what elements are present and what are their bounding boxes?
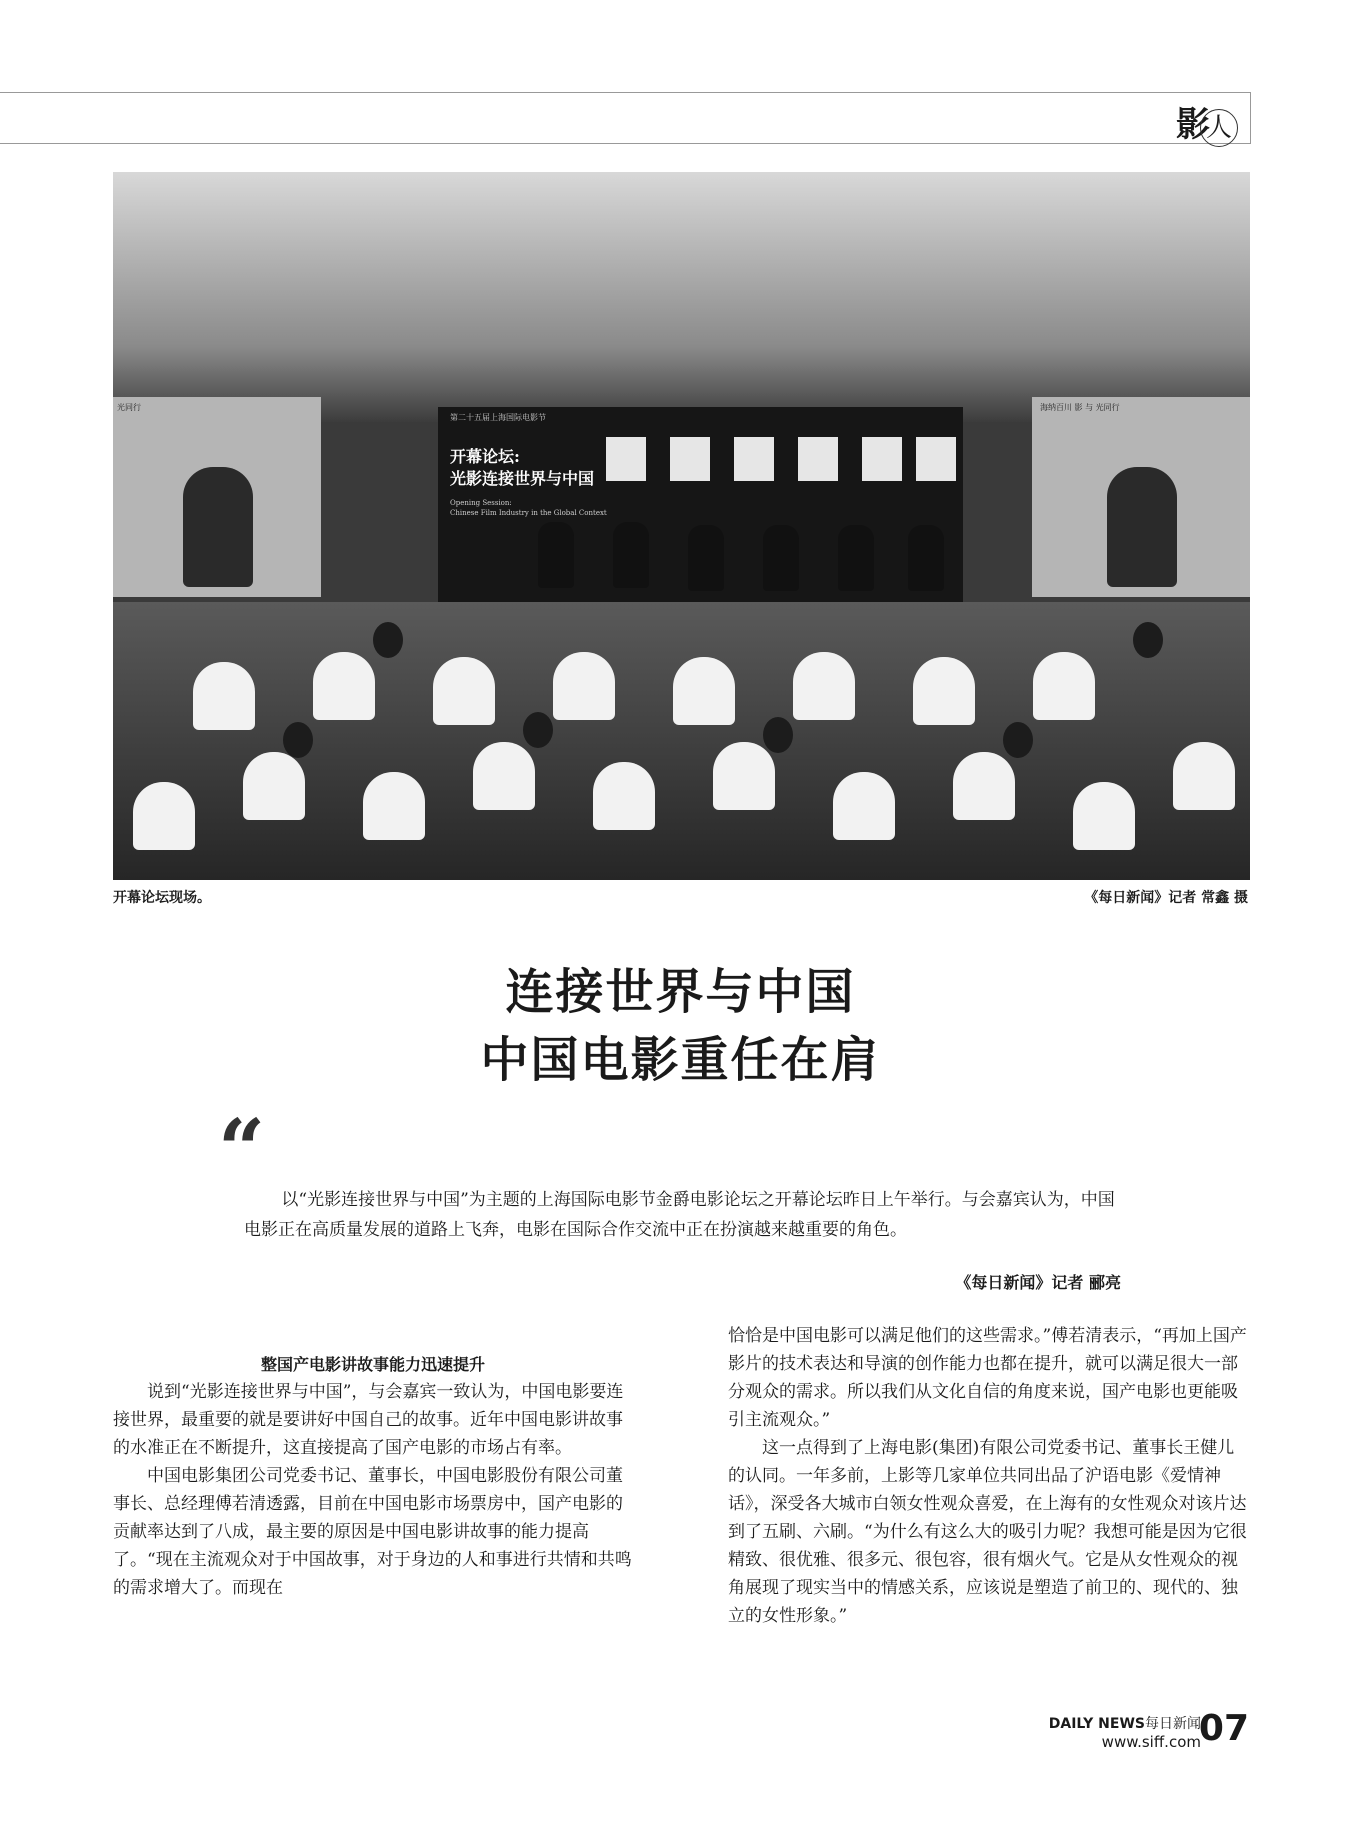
quote-mark: “ <box>218 1102 266 1198</box>
audience-chair <box>363 772 425 840</box>
audience-head <box>283 722 313 758</box>
audience-chair <box>133 782 195 850</box>
section-tag <box>1176 97 1238 147</box>
audience-chair <box>953 752 1015 820</box>
panelist <box>538 522 574 588</box>
article-column-left <box>113 1378 633 1602</box>
audience-chair <box>1173 742 1235 810</box>
article-paragraph: 中国电影集团公司党委书记、董事长，中国电影股份有限公司董事长、总经理傅若清透露，目前在中国电影市场票房中，国产电影的贡献率达到了八成，最主要的原因是中国电影讲故事的能力提高了。“现在主流观众对于中国故事，对于身边的人和事进行共情和共鸣的需求增大了。而现在 <box>113 1466 632 1598</box>
audience-head <box>763 717 793 753</box>
audience-chair <box>433 657 495 725</box>
screen-title-1: 开幕论坛: <box>450 447 520 466</box>
page-number: 07 <box>1198 1708 1249 1749</box>
lead-byline: 《每日新闻》记者 郦亮 <box>955 1273 1121 1292</box>
audience-chair <box>673 657 735 725</box>
audience-chair <box>243 752 305 820</box>
side-label-left: 光同行 <box>117 403 141 412</box>
screen-sub-1: Opening Session: <box>450 499 512 507</box>
audience-chair <box>1033 652 1095 720</box>
audience-chair <box>473 742 535 810</box>
audience-chair <box>833 772 895 840</box>
article-subhead: 整国产电影讲故事能力迅速提升 <box>260 1355 485 1374</box>
side-label-right: 海纳百川 影 与 光同行 <box>1040 403 1120 412</box>
audience-head <box>1133 622 1163 658</box>
footer-brand <box>1049 1713 1201 1733</box>
audience-chair <box>593 762 655 830</box>
photo-credit: 《每日新闻》记者 常鑫 摄 <box>1084 890 1248 906</box>
footer-url: www.siff.com <box>1101 1733 1201 1751</box>
guest-portrait <box>862 437 902 481</box>
photo-caption: 开幕论坛现场。 <box>113 890 211 906</box>
photo-audience <box>113 602 1250 880</box>
panelist <box>688 525 724 591</box>
audience-head <box>1003 722 1033 758</box>
headline <box>0 958 1361 1094</box>
headline-line-2: 中国电影重任在肩 <box>480 1032 881 1088</box>
panelist <box>838 525 874 591</box>
audience-chair <box>913 657 975 725</box>
panelist <box>763 525 799 591</box>
footer-brand-en: DAILY NEWS <box>1048 1716 1145 1732</box>
photo-stage-screen <box>438 407 963 607</box>
audience-chair <box>793 652 855 720</box>
audience-chair <box>553 652 615 720</box>
screen-speaker-right <box>1107 467 1177 587</box>
audience-head <box>523 712 553 748</box>
screen-sub-2: Chinese Film Industry in the Global Context <box>450 509 607 517</box>
panelist <box>908 525 944 591</box>
audience-chair <box>713 742 775 810</box>
guest-portrait <box>670 437 710 481</box>
lead-paragraph: 以“光影连接世界与中国”为主题的上海国际电影节金爵电影论坛之开幕论坛昨日上午举行。与会嘉宾认为，中国电影正在高质量发展的道路上飞奔，电影在国际合作交流中正在扮演越来越重要的角色。 <box>244 1190 1115 1240</box>
audience-chair <box>1073 782 1135 850</box>
screen-title-2: 光影连接世界与中国 <box>450 469 595 488</box>
guest-portrait <box>916 437 956 481</box>
article-paragraph-continued: 恰恰是中国电影可以满足他们的这些需求。”傅若清表示，“再加上国产影片的技术表达和导演的创作能力也都在提升，就可以满足很大一部分观众的需求。所以我们从文化自信的角度来说，国产电影也更能吸引主流观众。” <box>728 1326 1247 1430</box>
footer-brand-cn: 每日新闻 <box>1145 1716 1201 1732</box>
audience-head <box>373 622 403 658</box>
section-main: 影 <box>1176 105 1206 145</box>
header-rule <box>0 92 1251 144</box>
audience-chair <box>313 652 375 720</box>
screen-speaker-left <box>183 467 253 587</box>
headline-line-1: 连接世界与中国 <box>505 964 856 1020</box>
photo-right-screen <box>1032 397 1250 597</box>
fest-label: 第二十五届上海国际电影节 <box>450 413 546 422</box>
guest-portrait <box>734 437 774 481</box>
guest-portrait <box>606 437 646 481</box>
forum-photo <box>113 172 1250 880</box>
guest-portrait <box>798 437 838 481</box>
photo-ceiling <box>113 172 1250 422</box>
article-paragraph: 说到“光影连接世界与中国”，与会嘉宾一致认为，中国电影要连接世界，最重要的就是要讲好中国自己的故事。近年中国电影讲故事的水准正在不断提升，这直接提高了国产电影的市场占有率。 <box>113 1382 624 1458</box>
audience-chair <box>193 662 255 730</box>
article-paragraph: 这一点得到了上海电影(集团)有限公司党委书记、董事长王健儿的认同。一年多前，上影等几家单位共同出品了沪语电影《爱情神话》，深受各大城市白领女性观众喜爱，在上海有的女性观众对该片达到了五刷、六刷。“为什么有这么大的吸引力呢？我想可能是因为它很精致、很优雅、很多元、很包容，很有烟火气。它是从女性观众的视角展现了现实当中的情感关系，应该说是塑造了前卫的、现代的、独立的女性形象。” <box>728 1438 1247 1626</box>
section-small: 人 <box>1200 109 1238 147</box>
article-column-right <box>728 1322 1248 1630</box>
photo-left-screen <box>113 397 321 597</box>
panelist <box>613 522 649 588</box>
